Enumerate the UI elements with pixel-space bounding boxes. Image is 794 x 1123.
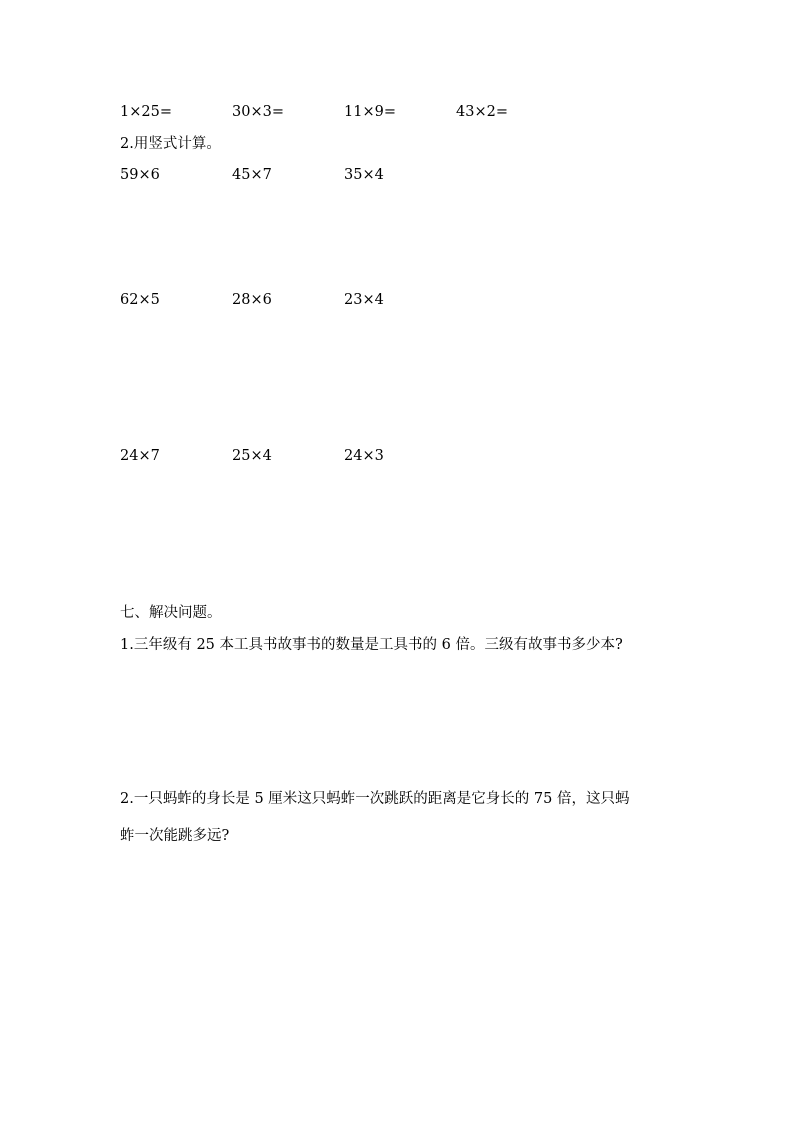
word-problem-2-line-2: 蚱一次能跳多远? (120, 828, 230, 844)
word-problem-2-line-1: 2.一只蚂蚱的身长是 5 厘米这只蚂蚱一次跳跃的距离是它身长的 75 倍，这只蚂 (120, 791, 630, 807)
vertical-calc-item: 28×6 (232, 292, 272, 308)
oral-calc-item: 30×3= (232, 104, 284, 120)
word-problem-1: 1.三年级有 25 本工具书故事书的数量是工具书的 6 倍。三级有故事书多少本? (120, 637, 623, 653)
vertical-calc-item: 25×4 (232, 448, 272, 464)
oral-calc-item: 43×2= (456, 104, 508, 120)
oral-calc-item: 11×9= (344, 104, 396, 120)
vertical-calc-heading: 2.用竖式计算。 (120, 136, 221, 152)
oral-calc-item: 1×25= (120, 104, 172, 120)
vertical-calc-item: 35×4 (344, 167, 384, 183)
vertical-calc-item: 59×6 (120, 167, 160, 183)
vertical-calc-item: 45×7 (232, 167, 272, 183)
vertical-calc-item: 24×3 (344, 448, 384, 464)
vertical-calc-item: 24×7 (120, 448, 160, 464)
word-problems-heading: 七、解决问题。 (120, 605, 222, 621)
vertical-calc-item: 23×4 (344, 292, 384, 308)
vertical-calc-item: 62×5 (120, 292, 160, 308)
